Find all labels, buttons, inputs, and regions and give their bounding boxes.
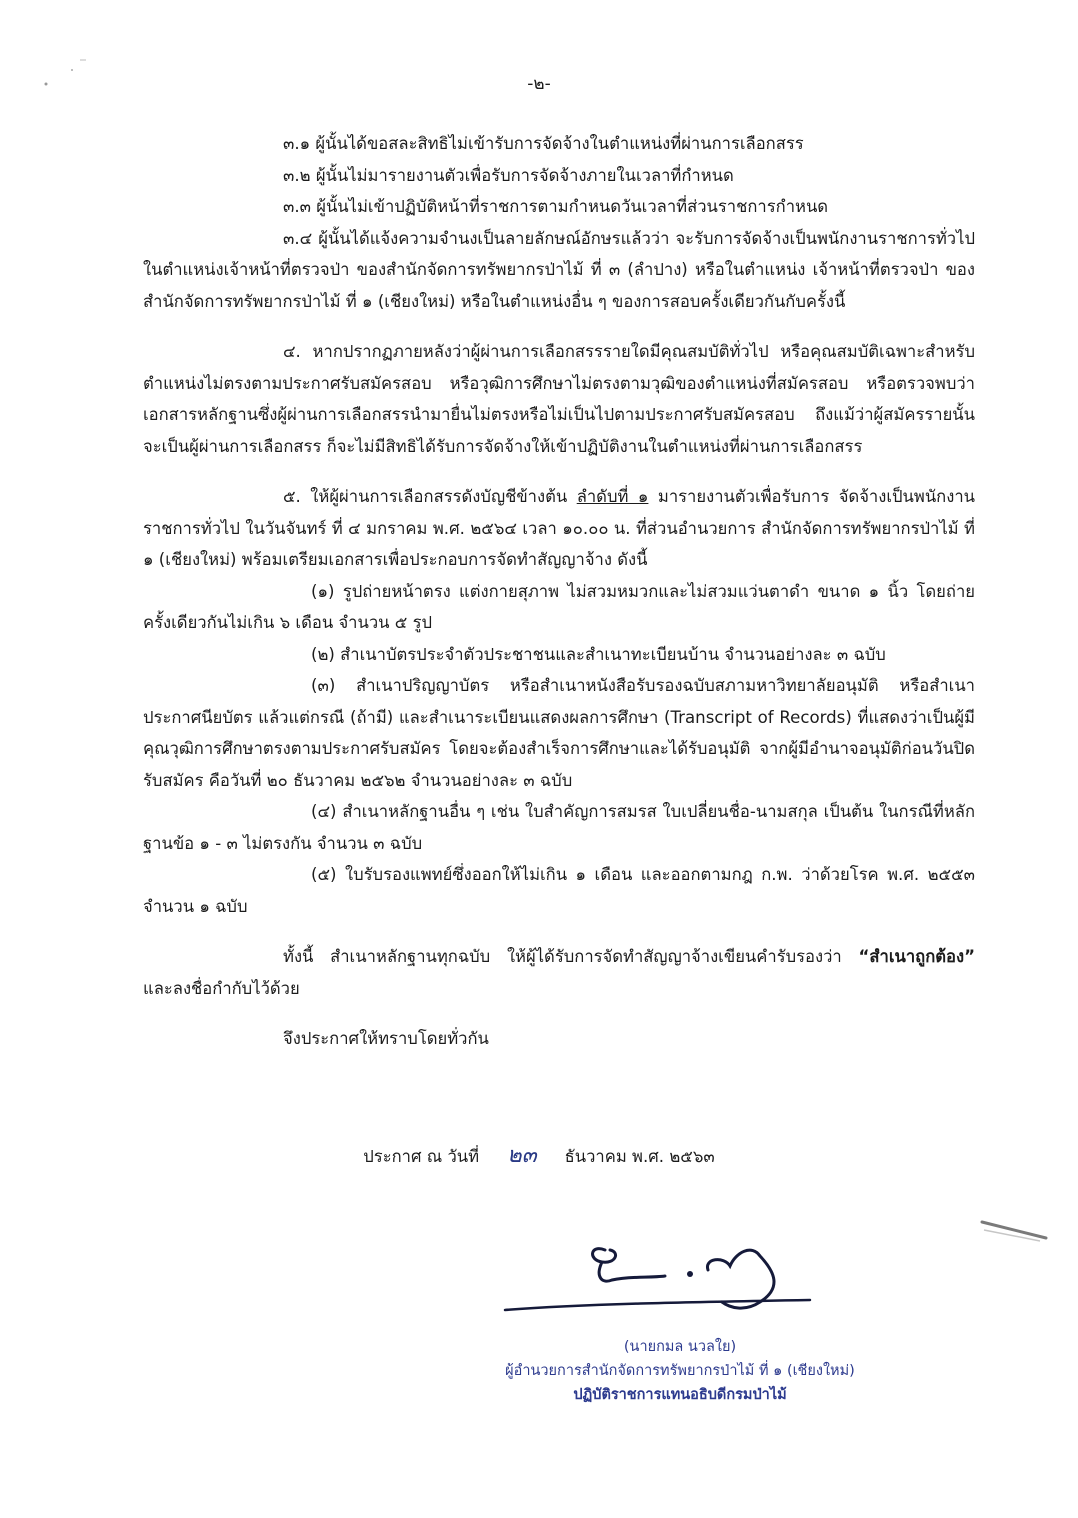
doc-item-3: (๓) สำเนาปริญญาบัตร หรือสำเนาหนังสือรับรองฉบับสภามหาวิทยาลัยอนุมัติ หรือสำเนาประกาศนียบัตร แล้วแต่กรณี (ถ้ามี) และสำเนาระเบียนแสดงผลการศึกษา (Transcript of Records) ที่แสดงว่าเป็นผู้มีคุณวุฒิการศึกษาตรงตามประกาศรับสมัคร โดยจะต้องสำเร็จการศึกษาและได้รับอนุมัติ จากผู้มีอำนาจอนุมัติก่อนวันปิดรับสมัคร คือวันที่ ๒๐ ธันวาคม ๒๕๖๒ จำนวนอย่างละ ๓ ฉบับ bbox=[143, 676, 975, 790]
item-3-1: ๓.๑ ผู้นั้นได้ขอสละสิทธิไม่เข้ารับการจัดจ้างในตำแหน่งที่ผ่านการเลือกสรร bbox=[283, 134, 804, 153]
paragraph-5-rank: ลำดับที่ ๑ bbox=[576, 487, 649, 506]
paragraph-5-rest: มารายงานตัวเพื่อรับการ จัดจ้างเป็นพนักงานราชการทั่วไป ในวันจันทร์ ที่ ๔ มกราคม พ.ศ. ๒๕๖๔ เวลา ๑๐.๐๐ น. ที่ส่วนอำนวยการ สำนักจัดการทรัพยากรป่าไม้ ที่ ๑ (เชียงใหม่) พร้อมเตรียมเอกสารเพื่อประกอบการจัดทำสัญญาจ้าง ดังนี้ bbox=[143, 487, 975, 569]
date-day-handwritten: ๒๓ bbox=[507, 1143, 537, 1168]
item-3-2: ๓.๒ ผู้นั้นไม่มารายงานตัวเพื่อรับการจัดจ้างภายในเวลาที่กำหนด bbox=[283, 165, 734, 185]
paragraph-5-start: ๕. ให้ผู้ผ่านการเลือกสรรดังบัญชีข้างต้น bbox=[283, 487, 577, 506]
doc-item-1: (๑) รูปถ่ายหน้าตรง แต่งกายสุภาพ ไม่สวมหมวกและไม่สวมแว่นตาดำ ขนาด ๑ นิ้ว โดยถ่ายครั้งเดียวกันไม่เกิน ๖ เดือน จำนวน ๕ รูป bbox=[143, 581, 975, 632]
date-prefix: ประกาศ ณ วันที่ bbox=[363, 1147, 480, 1166]
announce-line: จึงประกาศให้ทราบโดยทั่วกัน bbox=[283, 1029, 489, 1048]
paragraph-4: ๔. หากปรากฏภายหลังว่าผู้ผ่านการเลือกสรรรายใดมีคุณสมบัติทั่วไป หรือคุณสมบัติเฉพาะสำหรับตำแหน่งไม่ตรงตามประกาศรับสมัครสอบ หรือวุฒิการศึกษาไม่ตรงตามวุฒิของตำแหน่งที่สมัครสอบ หรือตรวจพบว่าเอกสารหลักฐานซึ่งผู้ผ่านการเลือกสรรนำมายื่นไม่ตรงหรือไม่เป็นไปตามประกาศรับสมัครสอบ ถึงแม้ว่าผู้สมัครรายนั้นจะเป็นผู้ผ่านการเลือกสรร ก็จะไม่มีสิทธิได้รับการจัดจ้างให้เข้าปฏิบัติงานในตำแหน่งที่ผ่านการเลือกสรร bbox=[143, 342, 975, 456]
item-3-3: ๓.๓ ผู้นั้นไม่เข้าปฏิบัติหน้าที่ราชการตามกำหนดวันเวลาที่ส่วนราชการกำหนด bbox=[283, 197, 829, 216]
doc-item-5: (๕) ใบรับรองแพทย์ซึ่งออกให้ไม่เกิน ๑ เดือน และออกตามกฎ ก.พ. ว่าด้วยโรค พ.ศ. ๒๕๕๓ จำนวน ๑ ฉบับ bbox=[143, 865, 975, 916]
doc-item-4: (๔) สำเนาหลักฐานอื่น ๆ เช่น ใบสำคัญการสมรส ใบเปลี่ยนชื่อ-นามสกุล เป็นต้น ในกรณีที่หลักฐานข้อ ๑ - ๓ ไม่ตรงกัน จำนวน ๓ ฉบับ bbox=[143, 802, 975, 853]
doc-item-2: (๒) สำเนาบัตรประจำตัวประชาชนและสำเนาทะเบียนบ้าน จำนวนอย่างละ ๓ ฉบับ bbox=[311, 644, 886, 664]
closing-start: ทั้งนี้ สำเนาหลักฐานทุกฉบับ ให้ผู้ได้รับการจัดทำสัญญาจ้างเขียนคำรับรองว่า bbox=[283, 947, 859, 966]
closing-certified-phrase: “สำเนาถูกต้อง” bbox=[858, 947, 975, 966]
signer-name: (นายกมล นวลใย) bbox=[623, 1339, 737, 1355]
signer-acting: ปฏิบัติราชการแทนอธิบดีกรมป่าไม้ bbox=[573, 1387, 787, 1403]
signer-title: ผู้อำนวยการสำนักจัดการทรัพยากรป่าไม้ ที่ ๑ (เชียงใหม่) bbox=[505, 1363, 855, 1379]
page-number: -๒- bbox=[527, 74, 551, 94]
item-3-4: ๓.๔ ผู้นั้นได้แจ้งความจำนงเป็นลายลักษณ์อักษรแล้วว่า จะรับการจัดจ้างเป็นพนักงานราชการทั่วไป ในตำแหน่งเจ้าหน้าที่ตรวจป่า ของสำนักจัดการทรัพยากรป่าไม้ ที่ ๓ (ลำปาง) หรือในตำแหน่ง เจ้าหน้าที่ตรวจป่า ของสำนักจัดการทรัพยากรป่าไม้ ที่ ๑ (เชียงใหม่) หรือในตำแหน่งอื่น ๆ ของการสอบครั้งเดียวกันกับครั้งนี้ bbox=[143, 228, 975, 311]
closing-end: และลงชื่อกำกับไว้ด้วย bbox=[143, 978, 300, 998]
date-suffix: ธันวาคม พ.ศ. ๒๕๖๓ bbox=[564, 1147, 715, 1166]
